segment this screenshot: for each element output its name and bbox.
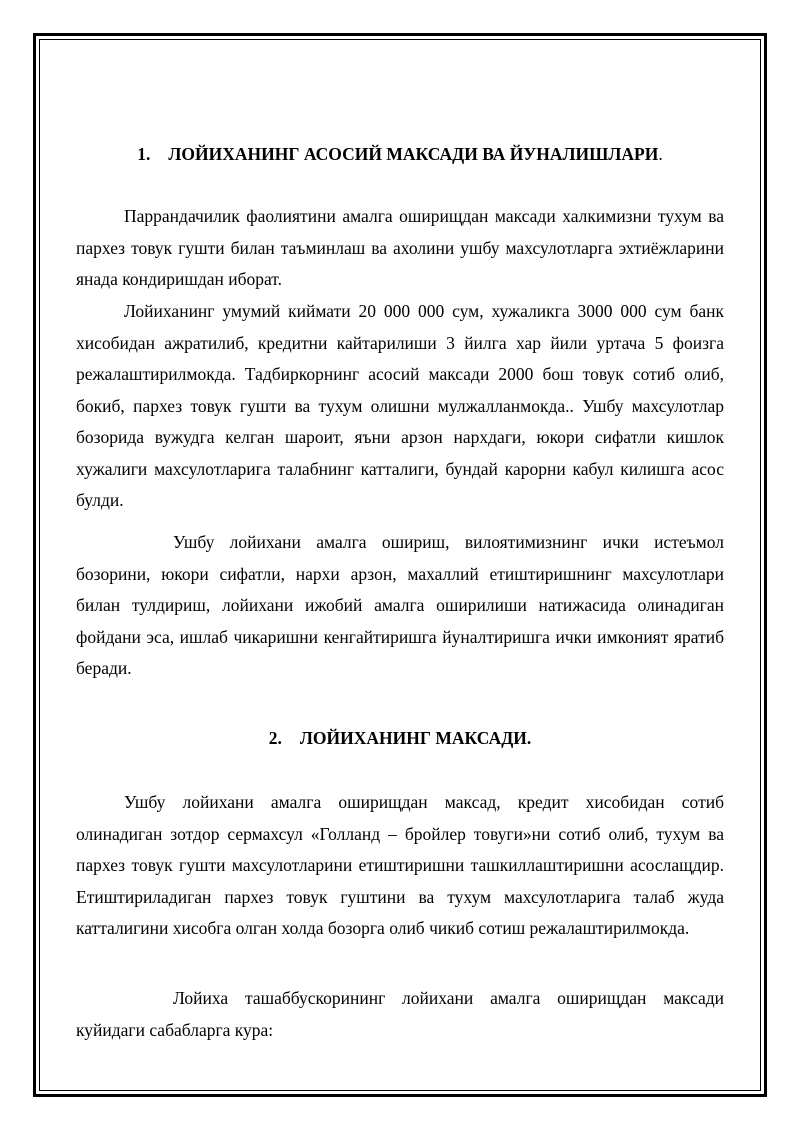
section-2-heading <box>76 727 724 749</box>
paragraph-1-3: Ушбу лойихани амалга ошириш, вилоятимизнинг ички истеъмол бозорини, юкори сифатли, нархи арзон, махаллий етиштиришнинг махсулотлари билан тулдириш, лойихани ижобий амалга оширилиши натижасида олинадиган фойдани эса, ишлаб чикаришни кенгайтиришга йуналтиришга ички имконият яратиб беради. <box>76 532 724 678</box>
section-1-title: ЛОЙИХАНИНГ АСОСИЙ МАКСАДИ ВА ЙУНАЛИШЛАРИ <box>168 144 659 164</box>
section-1-trailing-period: . <box>658 144 663 164</box>
paragraph-2-1: Ушбу лойихани амалга оширищдан максад, кредит хисобидан сотиб олинадиган зотдор сермахсул «Голланд – бройлер товуги»ни сотиб олиб, тухум ва пархез товук гушти махсулотларини етиштиришни ташкиллаштиришни асослащдир. Етиштириладиган пархез товук гуштини ва тухум махсулотларига талаб жуда катталигини хисобга олган холда бозорга олиб чикиб сотиш режалаштирилмокда. <box>76 792 724 938</box>
section-2-title: ЛОЙИХАНИНГ МАКСАДИ. <box>299 728 532 748</box>
paragraph-1-2: Лойиханинг умумий киймати 20 000 000 сум, хужаликга 3000 000 сум банк хисобидан ажратилиб, кредитни кайтарилиши 3 йилга хар йили уртача 5 фоизга режалаштирилмокда. Тадбиркорнинг асосий максади 2000 бош товук сотиб олиб, бокиб, пархез товук гушти ва тухум олишни мулжалланмокда.. Ушбу махсулотлар бозорида вужудга келган шароит, яъни арзон нархдаги, юкори сифатли кишлок хужалиги махсулотларига талабнинг катталиги, бундай карорни кабул килишга асос булди. <box>76 301 724 510</box>
paragraph-1-1: Паррандачилик фаолиятини амалга оширищдан максади халкимизни тухум ва пархез товук гушти билан таъминлаш ва ахолини ушбу махсулотларга эхтиёжларини янада кондиришдан иборат. <box>76 206 724 289</box>
section-1-heading <box>76 143 724 165</box>
section-2-number: 2. <box>268 728 282 748</box>
section-1-number: 1. <box>137 144 151 164</box>
paragraph-2-2: Лойиха ташаббускорининг лойихани амалга оширищдан максади куйидаги сабабларга кура: <box>76 988 724 1040</box>
